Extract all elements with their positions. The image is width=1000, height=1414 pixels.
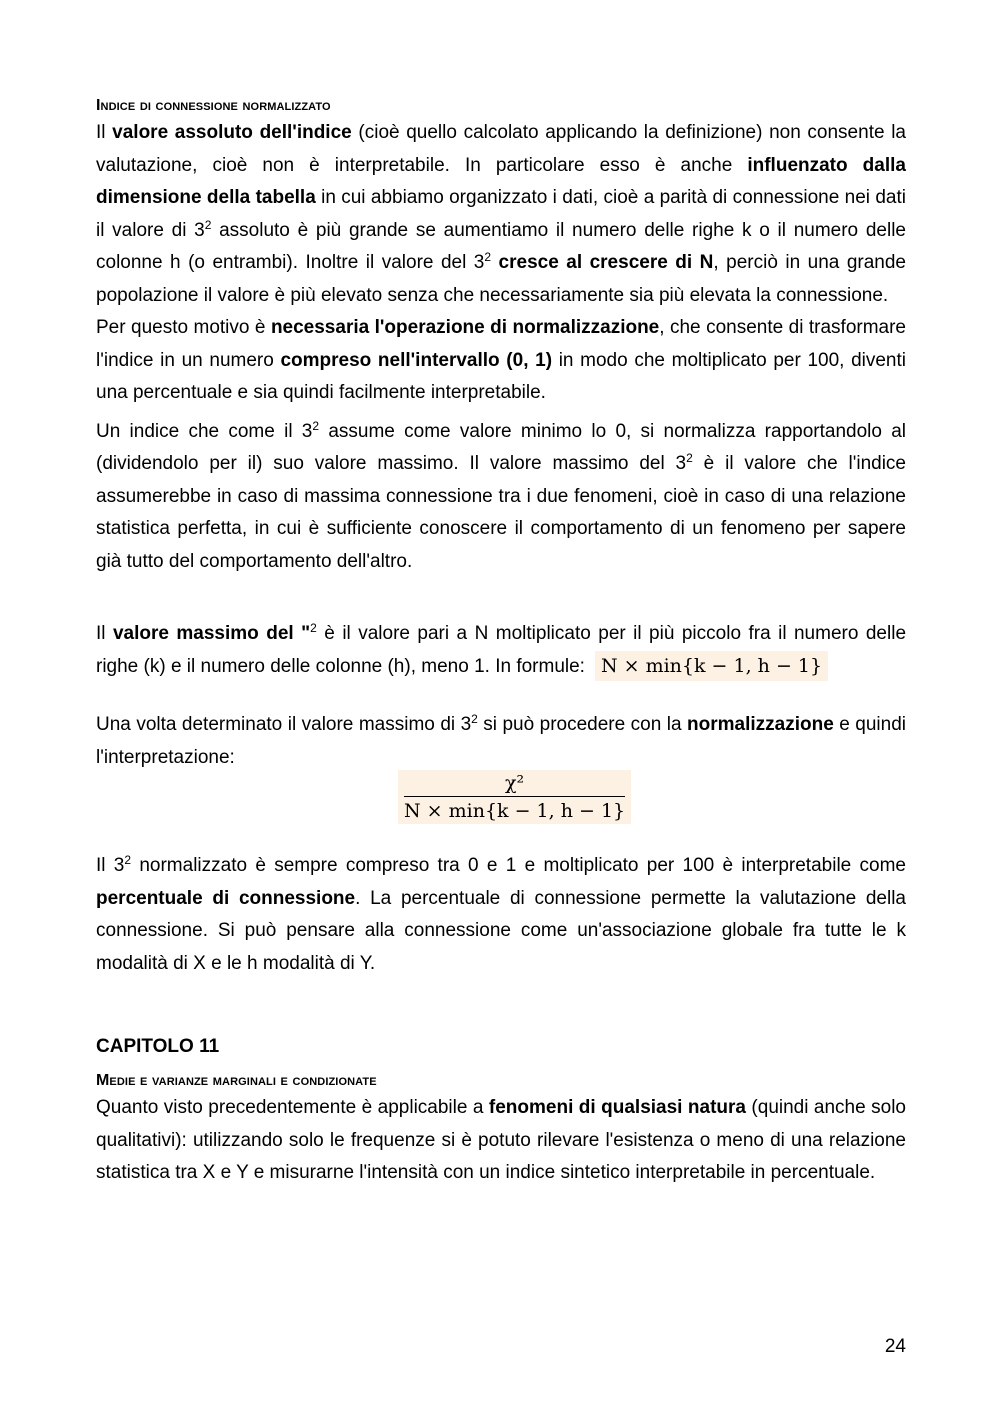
bold-text: valore assoluto dell'indice (112, 122, 352, 143)
paragraph (96, 850, 906, 980)
superscript: 2 (204, 217, 212, 232)
text-run: assoluto è più grande se aumentiamo il numero delle righe k o il numero delle colonne h (o entrambi). Inoltre il valore del 3 (96, 219, 906, 273)
paragraph (96, 1092, 906, 1190)
text-run: in modo che moltiplicato per 100, diventi una percentuale e sia quindi facilmente interpretabile. (96, 349, 906, 403)
superscript: 2 (312, 418, 320, 433)
page-number: 24 (884, 1336, 906, 1357)
paragraph (96, 709, 906, 774)
text-run: (cioè quello calcolato applicando la definizione) non consente la valutazione, cioè non è interpretabile. In particolare esso è anche (96, 122, 906, 176)
bold-text: cresce al crescere di N (498, 252, 714, 273)
text-run: Una volta determinato il valore massimo di 3 (96, 714, 472, 735)
paragraph (96, 416, 906, 579)
superscript: 2 (484, 250, 492, 264)
text-run: assume come valore minimo lo 0, si normalizza rapportandolo al (dividendolo per il) suo valore massimo. Il valore massimo del 3 (96, 420, 906, 474)
text-run: Un indice che come il 3 (96, 420, 313, 442)
section-heading: Medie e varianze marginali e condizionate (96, 1072, 377, 1089)
bold-text: necessaria l'operazione di normalizzazione (270, 317, 660, 338)
paragraph (96, 312, 906, 410)
text-run: in cui abbiamo organizzato i dati, cioè a parità di connessione nei dati il valore di 3 (96, 187, 906, 241)
paragraph (96, 117, 906, 312)
superscript: 2 (124, 853, 132, 867)
bold-text: percentuale di connessione (96, 887, 356, 909)
max-value-formula: N × min{k − 1, h − 1} (595, 651, 828, 681)
text-run: . La percentuale di connessione permette la valutazione della connessione. Si può pensare alla connessione come un'associazione globale fra tutte le k modalità di X e le h modalità di Y. (96, 887, 906, 974)
text-run: è il valore che l'indice assumerebbe in caso di massima connessione tra i due fenomeni, cioè in caso di una relazione statistica perfetta, in cui è sufficiente conoscere il comportamento di un fenomeno per sapere già tutto del comportamento dell'altro. (96, 453, 906, 572)
bold-text: fenomeni di qualsiasi natura (488, 1097, 746, 1118)
normalization-formula (398, 770, 631, 824)
text-run: si può procedere con la (477, 714, 688, 735)
bold-text: valore massimo del " (112, 623, 311, 644)
text-run: è il valore pari a N moltiplicato per il più piccolo fra il numero delle righe (k) e il numero delle colonne (h), meno 1. In formule: (96, 623, 907, 677)
text-run: Quanto visto precedentemente è applicabile a (96, 1097, 489, 1118)
text-run (491, 252, 499, 273)
text-run: (quindi anche solo qualitativi): utilizzando solo le frequenze si è potuto rilevare l'esistenza o meno di una relazione statistica tra X e Y e misurarne l'intensità con un indice sintetico interpretabile in percentuale. (96, 1097, 906, 1183)
bold-text: normalizzazione (687, 714, 834, 735)
formula-numerator: χ² (404, 772, 625, 797)
section-heading: Indice di connessione normalizzato (96, 97, 331, 114)
text-run: normalizzato è sempre compreso tra 0 e 1 e moltiplicato per 100 è interpretabile come (131, 855, 906, 876)
formula-denominator: N × min{k − 1, h − 1} (404, 800, 626, 822)
bold-text: influenzato dalla dimensione della tabella (96, 154, 906, 208)
text-run: Per questo motivo è (96, 317, 271, 338)
superscript: 2 (686, 451, 693, 465)
superscript: 2 (471, 712, 478, 726)
text-run: e quindi l'interpretazione: (96, 714, 906, 768)
chapter-title: CAPITOLO 11 (96, 1036, 220, 1057)
superscript: 2 (310, 621, 317, 635)
bold-text: compreso nell'intervallo (0, 1) (280, 349, 553, 371)
text-run: , che consente di trasformare l'indice in un numero (96, 317, 906, 371)
text-run: , perciò in una grande popolazione il valore è più elevato senza che necessariamente sia più elevata la connessione. (96, 252, 906, 306)
text-run: Il (96, 623, 113, 644)
paragraph-with-formula (96, 618, 906, 683)
text-run: Il 3 (96, 855, 125, 876)
text-run: Il (96, 122, 113, 143)
page-content (96, 95, 906, 1190)
